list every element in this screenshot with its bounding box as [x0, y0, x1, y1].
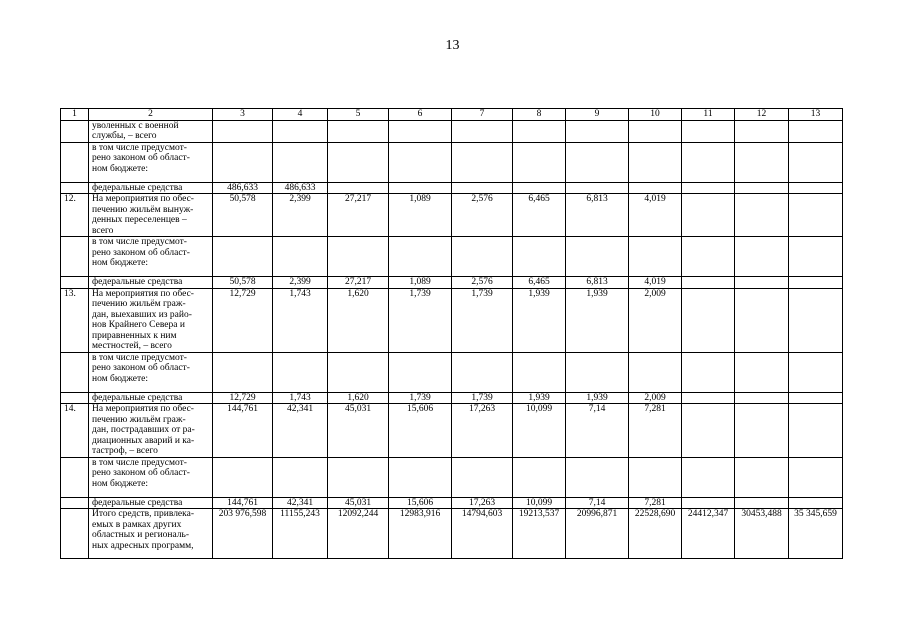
- value-cell: 12983,916: [389, 509, 452, 559]
- value-cell: 17,263: [452, 404, 513, 458]
- table-body: [61, 120, 843, 559]
- value-cell: 1,620: [328, 392, 389, 404]
- value-cell: 2,009: [629, 392, 682, 404]
- value-cell: [682, 352, 735, 392]
- value-cell: [513, 352, 566, 392]
- value-cell: [682, 194, 735, 237]
- table-header: [61, 109, 843, 121]
- value-cell: 7,281: [629, 404, 682, 458]
- value-cell: [452, 120, 513, 142]
- column-header: 5: [328, 109, 389, 121]
- value-cell: 6,813: [566, 194, 629, 237]
- value-cell: 22528,690: [629, 509, 682, 559]
- page-number: 13: [445, 38, 460, 53]
- value-cell: 1,939: [566, 288, 629, 352]
- value-cell: [735, 288, 789, 352]
- row-index: [61, 352, 89, 392]
- value-cell: [566, 182, 629, 194]
- row-label: уволенных с военной службы, – всего: [89, 120, 213, 142]
- row-index: [61, 120, 89, 142]
- value-cell: [682, 237, 735, 277]
- value-cell: [789, 194, 843, 237]
- value-cell: [735, 142, 789, 182]
- value-cell: [273, 237, 328, 277]
- value-cell: [789, 142, 843, 182]
- value-cell: 12092,244: [328, 509, 389, 559]
- value-cell: [273, 352, 328, 392]
- value-cell: 20996,871: [566, 509, 629, 559]
- value-cell: [452, 352, 513, 392]
- value-cell: 144,761: [213, 497, 273, 509]
- value-cell: [629, 182, 682, 194]
- row-label: в том числе предусмот- рено законом об област- ном бюджете:: [89, 142, 213, 182]
- value-cell: 7,281: [629, 497, 682, 509]
- value-cell: [452, 457, 513, 497]
- column-header: 10: [629, 109, 682, 121]
- value-cell: [513, 182, 566, 194]
- value-cell: 45,031: [328, 497, 389, 509]
- value-cell: [682, 182, 735, 194]
- value-cell: [213, 457, 273, 497]
- value-cell: 1,739: [389, 288, 452, 352]
- value-cell: 19213,537: [513, 509, 566, 559]
- value-cell: [789, 237, 843, 277]
- value-cell: 24412,347: [682, 509, 735, 559]
- table-row: [61, 182, 843, 194]
- value-cell: 1,939: [566, 392, 629, 404]
- row-label: федеральные средства: [89, 497, 213, 509]
- value-cell: 11155,243: [273, 509, 328, 559]
- column-header: 1: [61, 109, 89, 121]
- value-cell: [629, 120, 682, 142]
- value-cell: 7,14: [566, 404, 629, 458]
- value-cell: 2,576: [452, 194, 513, 237]
- value-cell: [735, 237, 789, 277]
- row-index: [61, 142, 89, 182]
- value-cell: 1,089: [389, 194, 452, 237]
- value-cell: 1,739: [452, 288, 513, 352]
- value-cell: 486,633: [273, 182, 328, 194]
- row-label: На мероприятия по обес- печению жильём граж- дан, выехавших из райо- нов Крайнего Севера и приравненных к ним местностей, – всего: [89, 288, 213, 352]
- value-cell: [513, 142, 566, 182]
- value-cell: 45,031: [328, 404, 389, 458]
- value-cell: 30453,488: [735, 509, 789, 559]
- value-cell: [735, 352, 789, 392]
- value-cell: [682, 404, 735, 458]
- row-index: [61, 509, 89, 559]
- value-cell: [213, 142, 273, 182]
- value-cell: [789, 352, 843, 392]
- row-index: [61, 237, 89, 277]
- row-label: На мероприятия по обес- печению жильём вынуж- денных переселенцев – всего: [89, 194, 213, 237]
- row-index: [61, 457, 89, 497]
- value-cell: 486,633: [213, 182, 273, 194]
- row-index: 14.: [61, 404, 89, 458]
- value-cell: 203 976,598: [213, 509, 273, 559]
- value-cell: [566, 142, 629, 182]
- table-row: [61, 497, 843, 509]
- value-cell: [682, 392, 735, 404]
- value-cell: [789, 392, 843, 404]
- value-cell: 1,743: [273, 288, 328, 352]
- value-cell: [682, 288, 735, 352]
- value-cell: [789, 497, 843, 509]
- value-cell: 27,217: [328, 194, 389, 237]
- table-row: [61, 457, 843, 497]
- value-cell: [452, 237, 513, 277]
- row-index: [61, 497, 89, 509]
- value-cell: [682, 457, 735, 497]
- value-cell: 1,743: [273, 392, 328, 404]
- column-header: 13: [789, 109, 843, 121]
- column-header: 12: [735, 109, 789, 121]
- row-label: федеральные средства: [89, 182, 213, 194]
- value-cell: 6,465: [513, 194, 566, 237]
- value-cell: [389, 120, 452, 142]
- row-index: [61, 392, 89, 404]
- column-header: 7: [452, 109, 513, 121]
- value-cell: [513, 457, 566, 497]
- row-label: федеральные средства: [89, 277, 213, 289]
- value-cell: [629, 352, 682, 392]
- table-row: [61, 142, 843, 182]
- value-cell: 1,939: [513, 392, 566, 404]
- value-cell: 1,939: [513, 288, 566, 352]
- row-label: в том числе предусмот- рено законом об област- ном бюджете:: [89, 457, 213, 497]
- value-cell: [566, 457, 629, 497]
- value-cell: [452, 142, 513, 182]
- value-cell: 10,099: [513, 497, 566, 509]
- value-cell: [328, 120, 389, 142]
- value-cell: [566, 237, 629, 277]
- budget-table: [60, 108, 843, 559]
- value-cell: [213, 352, 273, 392]
- row-index: [61, 277, 89, 289]
- value-cell: [273, 120, 328, 142]
- value-cell: 35 345,659: [789, 509, 843, 559]
- table-row: [61, 392, 843, 404]
- value-cell: [513, 120, 566, 142]
- value-cell: [213, 120, 273, 142]
- value-cell: [389, 237, 452, 277]
- value-cell: 2,009: [629, 288, 682, 352]
- value-cell: [682, 277, 735, 289]
- row-index: 13.: [61, 288, 89, 352]
- value-cell: [735, 392, 789, 404]
- value-cell: [389, 457, 452, 497]
- value-cell: [789, 457, 843, 497]
- value-cell: [389, 182, 452, 194]
- table-row: [61, 288, 843, 352]
- value-cell: 12,729: [213, 392, 273, 404]
- table-row: [61, 237, 843, 277]
- column-header: 3: [213, 109, 273, 121]
- value-cell: [273, 457, 328, 497]
- value-cell: [735, 497, 789, 509]
- value-cell: 6,465: [513, 277, 566, 289]
- table-row: [61, 404, 843, 458]
- value-cell: [629, 457, 682, 497]
- value-cell: 1,739: [452, 392, 513, 404]
- value-cell: 42,341: [273, 404, 328, 458]
- value-cell: [789, 120, 843, 142]
- row-index: 12.: [61, 194, 89, 237]
- value-cell: [682, 120, 735, 142]
- value-cell: [735, 194, 789, 237]
- value-cell: 144,761: [213, 404, 273, 458]
- column-header: 6: [389, 109, 452, 121]
- column-header: 4: [273, 109, 328, 121]
- table-row: [61, 277, 843, 289]
- column-header: 9: [566, 109, 629, 121]
- value-cell: 2,399: [273, 194, 328, 237]
- table-row: [61, 509, 843, 559]
- value-cell: [513, 237, 566, 277]
- column-header: 11: [682, 109, 735, 121]
- row-index: [61, 182, 89, 194]
- table-row: [61, 120, 843, 142]
- header-row: [61, 109, 843, 121]
- value-cell: [789, 404, 843, 458]
- value-cell: 7,14: [566, 497, 629, 509]
- value-cell: 50,578: [213, 277, 273, 289]
- value-cell: 17,263: [452, 497, 513, 509]
- value-cell: [735, 277, 789, 289]
- value-cell: [213, 237, 273, 277]
- row-label: Итого средств, привлека- емых в рамках других областных и региональ- ных адресных программ,: [89, 509, 213, 559]
- value-cell: [452, 182, 513, 194]
- value-cell: [682, 497, 735, 509]
- row-label: федеральные средства: [89, 392, 213, 404]
- value-cell: [789, 182, 843, 194]
- value-cell: 2,576: [452, 277, 513, 289]
- value-cell: 15,606: [389, 404, 452, 458]
- value-cell: 27,217: [328, 277, 389, 289]
- value-cell: [735, 182, 789, 194]
- value-cell: [328, 182, 389, 194]
- value-cell: 15,606: [389, 497, 452, 509]
- row-label: На мероприятия по обес- печению жильём граж- дан, пострадавших от ра- диационных аварий и ка- тастроф, – всего: [89, 404, 213, 458]
- value-cell: [566, 352, 629, 392]
- value-cell: 14794,603: [452, 509, 513, 559]
- value-cell: [629, 142, 682, 182]
- value-cell: [735, 457, 789, 497]
- table-row: [61, 194, 843, 237]
- value-cell: 6,813: [566, 277, 629, 289]
- value-cell: 1,089: [389, 277, 452, 289]
- value-cell: 12,729: [213, 288, 273, 352]
- row-label: в том числе предусмот- рено законом об област- ном бюджете:: [89, 352, 213, 392]
- value-cell: 1,739: [389, 392, 452, 404]
- value-cell: 4,019: [629, 194, 682, 237]
- value-cell: 50,578: [213, 194, 273, 237]
- value-cell: [735, 404, 789, 458]
- value-cell: [789, 277, 843, 289]
- value-cell: [328, 142, 389, 182]
- value-cell: 42,341: [273, 497, 328, 509]
- value-cell: 4,019: [629, 277, 682, 289]
- value-cell: [389, 142, 452, 182]
- value-cell: [328, 237, 389, 277]
- value-cell: 1,620: [328, 288, 389, 352]
- row-label: в том числе предусмот- рено законом об област- ном бюджете:: [89, 237, 213, 277]
- value-cell: [566, 120, 629, 142]
- value-cell: [629, 237, 682, 277]
- table-row: [61, 352, 843, 392]
- value-cell: [328, 352, 389, 392]
- value-cell: [682, 142, 735, 182]
- value-cell: [389, 352, 452, 392]
- value-cell: [789, 288, 843, 352]
- column-header: 8: [513, 109, 566, 121]
- value-cell: [328, 457, 389, 497]
- value-cell: [273, 142, 328, 182]
- value-cell: [735, 120, 789, 142]
- value-cell: 2,399: [273, 277, 328, 289]
- value-cell: 10,099: [513, 404, 566, 458]
- column-header: 2: [89, 109, 213, 121]
